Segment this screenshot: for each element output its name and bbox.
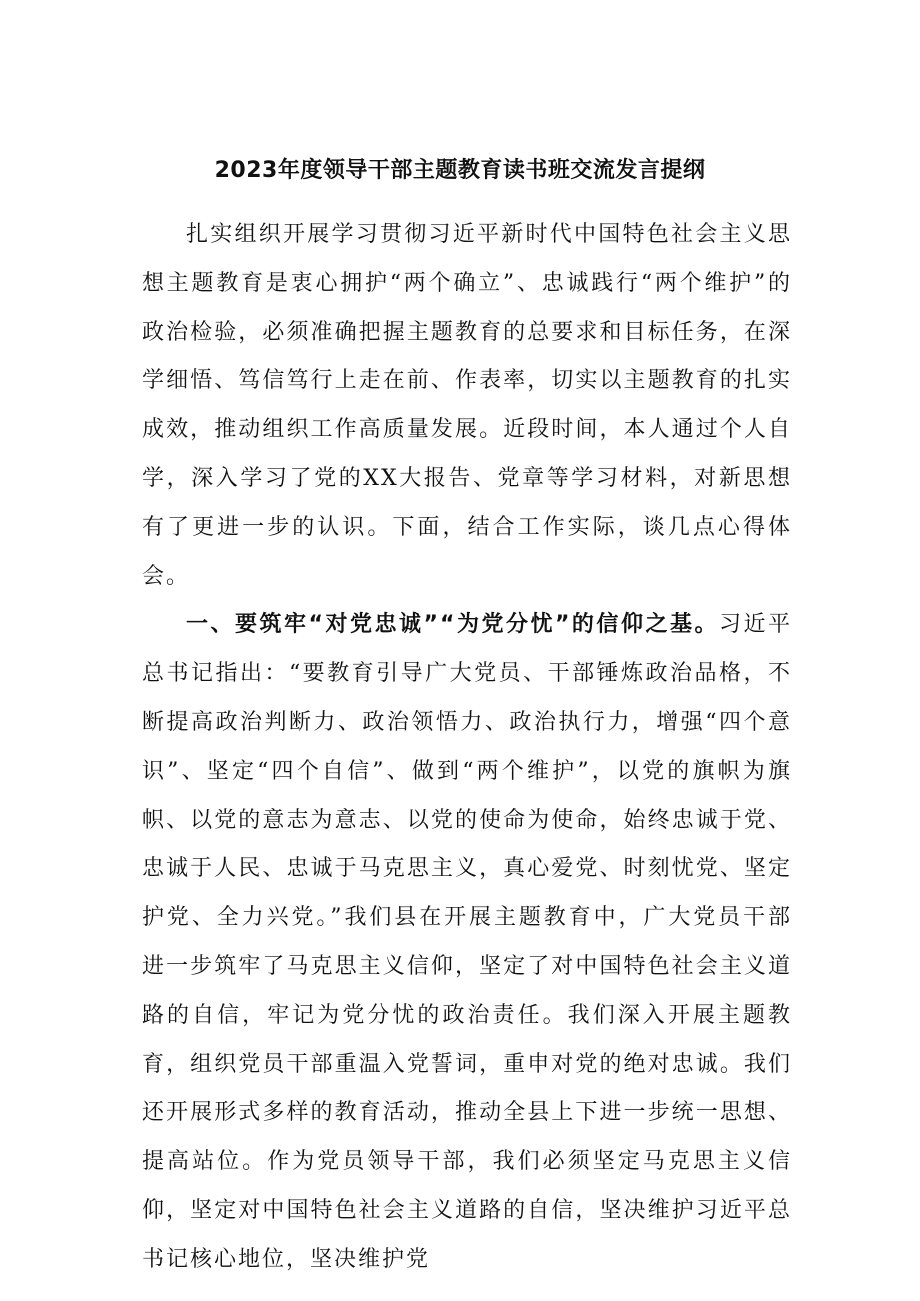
section-1-body: 习近平总书记指出：“要教育引导广大党员、干部锤炼政治品格，不断提高政治判断力、政治领悟力、政治执行力，增强“四个意识”、坚定“四个自信”、做到“两个维护”，以党的旗帜为旗帜、以党的意志为意志、以党的使命为使命，始终忠诚于党、忠诚于人民、忠诚于马克思主义，真心爱党、时刻忧党、坚定护党、全力兴党。”我们县在开展主题教育中，广大党员干部进一步筑牢了马克思主义信仰，坚定了对中国特色社会主义道路的自信，牢记为党分忧的政治责任。我们深入开展主题教育，组织党员干部重温入党誓词，重申对党的绝对忠诚。我们还开展形式多样的教育活动，推动全县上下进一步统一思想、提高站位。作为党员领导干部，我们必须坚定马克思主义信仰，坚定对中国特色社会主义道路的自信，坚决维护习近平总书记核心地位，坚决维护党 (142, 612, 792, 1272)
document-body (142, 211, 792, 1285)
section-1-paragraph (142, 601, 792, 1284)
intro-paragraph: 扎实组织开展学习贯彻习近平新时代中国特色社会主义思想主题教育是衷心拥护“两个确立”、忠诚践行“两个维护”的政治检验，必须准确把握主题教育的总要求和目标任务，在深学细悟、笃信笃行上走在前、作表率，切实以主题教育的扎实成效，推动组织工作高质量发展。近段时间，本人通过个人自学，深入学习了党的XX大报告、党章等学习材料，对新思想有了更进一步的认识。下面，结合工作实际，谈几点心得体会。 (142, 222, 792, 589)
document-title: 2023年度领导干部主题教育读书班交流发言提纲 (214, 158, 706, 183)
section-1-heading: 一、要筑牢“对党忠诚”“为党分忧”的信仰之基。 (186, 612, 719, 638)
